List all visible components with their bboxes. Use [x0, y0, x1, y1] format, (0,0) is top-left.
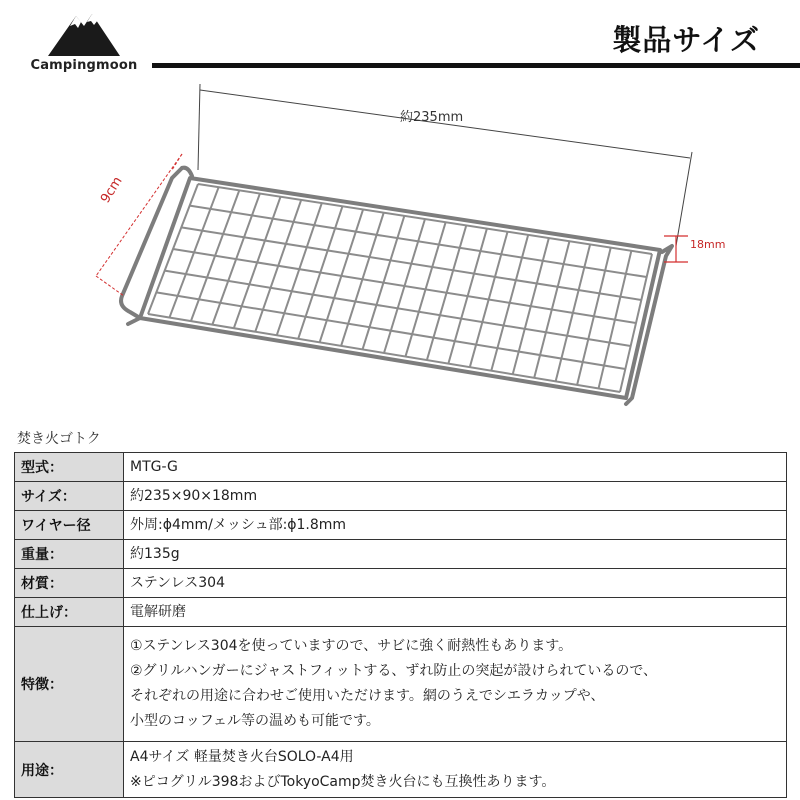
spec-value [124, 511, 787, 540]
spec-row [15, 482, 787, 511]
width-dimension-label: 9cm [98, 174, 126, 206]
spec-value-line: ②グリルハンガーにジャストフィットする、ずれ防止の突起が設けられているので、 [130, 663, 658, 679]
spec-row [15, 598, 787, 627]
header-divider [152, 63, 800, 68]
spec-value [124, 598, 787, 627]
spec-row [15, 453, 787, 482]
spec-key: ワイヤー径 [15, 511, 124, 540]
spec-value-line: MTG-G [130, 458, 178, 475]
spec-value-line: A4サイズ 軽量焚き火台SOLO-A4用 [130, 748, 354, 765]
spec-key: 用途： [15, 742, 124, 798]
page-title: 製品サイズ [612, 23, 760, 57]
spec-row [15, 540, 787, 569]
spec-value [124, 540, 787, 569]
grill-grate-illustration [0, 80, 800, 420]
spec-key: 材質： [15, 569, 124, 598]
header [0, 0, 800, 80]
spec-value-line: ステンレス304 [130, 574, 225, 591]
spec-key: サイズ： [15, 482, 124, 511]
spec-value [124, 482, 787, 511]
spec-value [124, 627, 787, 742]
length-dimension-label: 約235mm [400, 110, 464, 125]
product-name-caption: 焚き火ゴトク [17, 431, 101, 447]
spec-value [124, 742, 787, 798]
spec-value-line: ①ステンレス304を使っていますので、サビに強く耐熱性もあります。 [130, 638, 573, 654]
spec-key: 特徴： [15, 627, 124, 742]
spec-value-line: 約135g [130, 545, 180, 562]
spec-key: 重量： [15, 540, 124, 569]
mountain-icon [48, 8, 120, 56]
spec-value-line: ※ピコグリル398およびTokyoCamp焚き火台にも互換性あります。 [130, 773, 556, 790]
spec-value-line: 外周:ϕ4mm/メッシュ部:ϕ1.8mm [130, 516, 347, 533]
spec-value [124, 569, 787, 598]
spec-value-line: 電解研磨 [130, 603, 186, 620]
height-dimension-label: 18mm [690, 238, 726, 251]
brand-logo [14, 8, 154, 78]
spec-value [124, 453, 787, 482]
spec-value-line: それぞれの用途に合わせご使用いただけます。網のうえでシエラカップや、 [130, 688, 605, 704]
spec-table [14, 452, 787, 798]
spec-value-line: 約235×90×18mm [130, 487, 258, 504]
spec-row [15, 742, 787, 798]
spec-row [15, 627, 787, 742]
spec-row [15, 569, 787, 598]
spec-value-line: 小型のコッフェル等の温めも可能です。 [130, 713, 380, 729]
spec-row [15, 511, 787, 540]
spec-key: 型式： [15, 453, 124, 482]
product-figure [0, 80, 800, 420]
brand-name: Campingmoon [30, 58, 138, 73]
spec-key: 仕上げ： [15, 598, 124, 627]
